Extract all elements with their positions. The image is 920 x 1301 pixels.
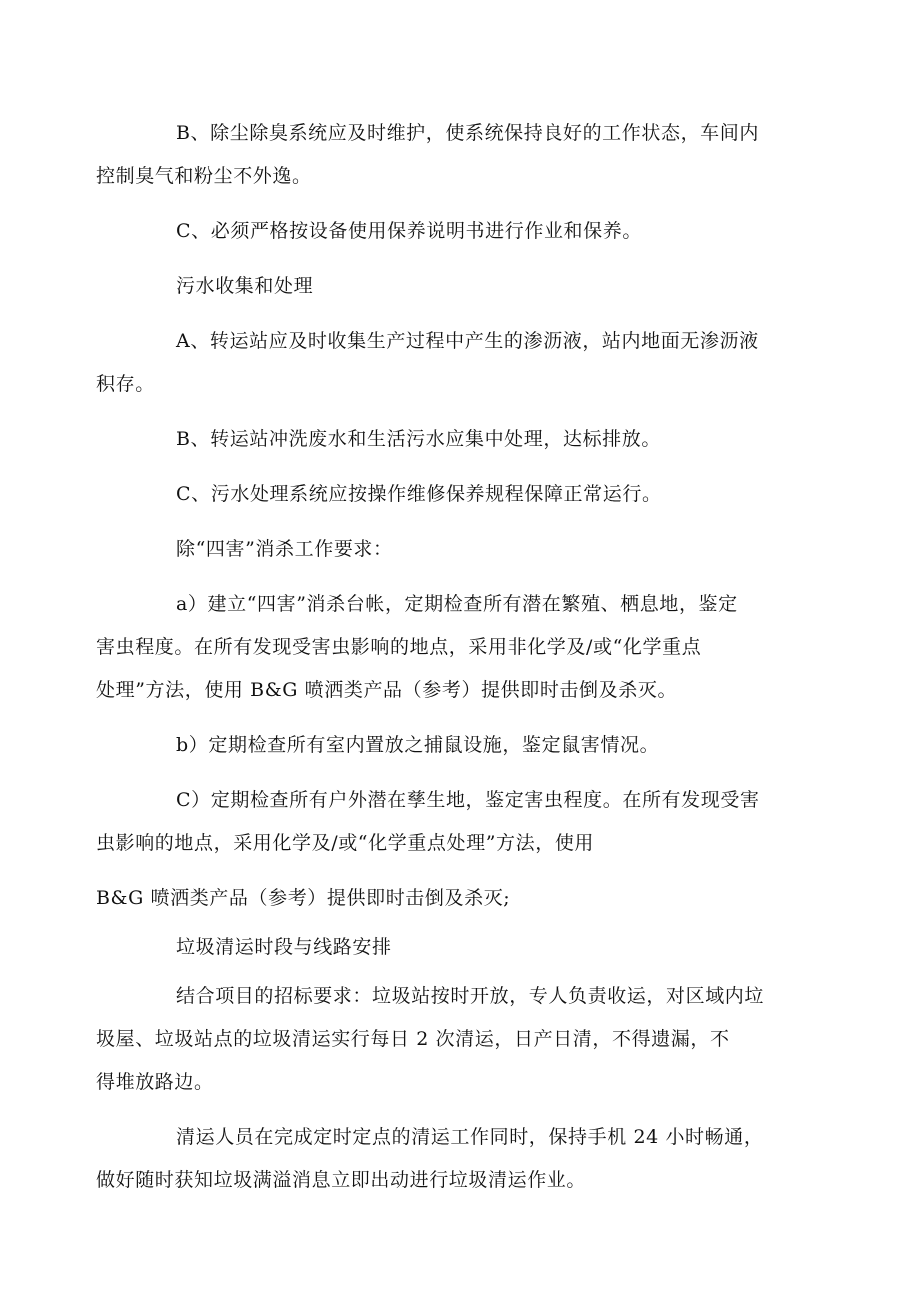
paragraph-leachate-collection [96, 320, 786, 406]
document-body [96, 112, 786, 1202]
text-line: 害虫程度。在所有发现受害虫影响的地点，采用非化学及/或“化学重点 [96, 636, 702, 658]
text-line: 积存。 [96, 373, 155, 395]
paragraph-rodent-check [136, 724, 786, 767]
text-line: a）建立“四害”消杀台帐，定期检查所有潜在繁殖、栖息地，鉴定 [176, 593, 738, 615]
section-heading-sewage [136, 265, 786, 308]
text-line: 清运人员在完成定时定点的清运工作同时，保持手机 24 小时畅通， [176, 1126, 764, 1148]
text-line: C）定期检查所有户外潜在孳生地，鉴定害虫程度。在所有发现受害 [176, 789, 760, 811]
text-line: 虫影响的地点，采用化学及/或“化学重点处理”方法，使用 [96, 832, 595, 854]
text-line: B、转运站冲洗废水和生活污水应集中处理，达标排放。 [176, 428, 661, 450]
section-heading-pest-control [136, 528, 786, 571]
text-line: C、必须严格按设备使用保养说明书进行作业和保养。 [176, 220, 642, 242]
text-line: 得堆放路边。 [96, 1071, 214, 1093]
text-line: 除“四害”消杀工作要求： [176, 538, 393, 560]
text-line: 污水收集和处理 [176, 275, 314, 297]
text-line: B、除尘除臭系统应及时维护，使系统保持良好的工作状态，车间内 [176, 122, 759, 144]
paragraph-outdoor-breeding [96, 779, 786, 865]
text-line: B&G 喷洒类产品（参考）提供即时击倒及杀灭; [96, 887, 511, 909]
paragraph-equipment-maintenance [136, 210, 786, 253]
text-line: 垃圾清运时段与线路安排 [176, 936, 392, 958]
paragraph-bid-requirements [96, 975, 786, 1104]
paragraph-dust-removal [96, 112, 786, 198]
paragraph-wastewater-treatment [136, 418, 786, 461]
paragraph-staff-availability [96, 1116, 786, 1202]
section-heading-collection-schedule [136, 926, 786, 969]
text-line: A、转运站应及时收集生产过程中产生的渗沥液，站内地面无渗沥液 [176, 330, 759, 352]
paragraph-bg-products [96, 877, 786, 920]
text-line: C、污水处理系统应按操作维修保养规程保障正常运行。 [176, 483, 662, 505]
paragraph-pest-ledger [96, 583, 786, 712]
text-line: 圾屋、垃圾站点的垃圾清运实行每日 2 次清运，日产日清，不得遗漏，不 [96, 1028, 730, 1050]
text-line: 结合项目的招标要求：垃圾站按时开放，专人负责收运，对区域内垃 [176, 985, 765, 1007]
paragraph-sewage-system [136, 473, 786, 516]
text-line: b）定期检查所有室内置放之捕鼠设施，鉴定鼠害情况。 [176, 734, 660, 756]
text-line: 控制臭气和粉尘不外逸。 [96, 165, 312, 187]
text-line: 做好随时获知垃圾满溢消息立即出动进行垃圾清运作业。 [96, 1169, 587, 1191]
text-line: 处理”方法，使用 B&G 喷洒类产品（参考）提供即时击倒及杀灭。 [96, 679, 678, 701]
